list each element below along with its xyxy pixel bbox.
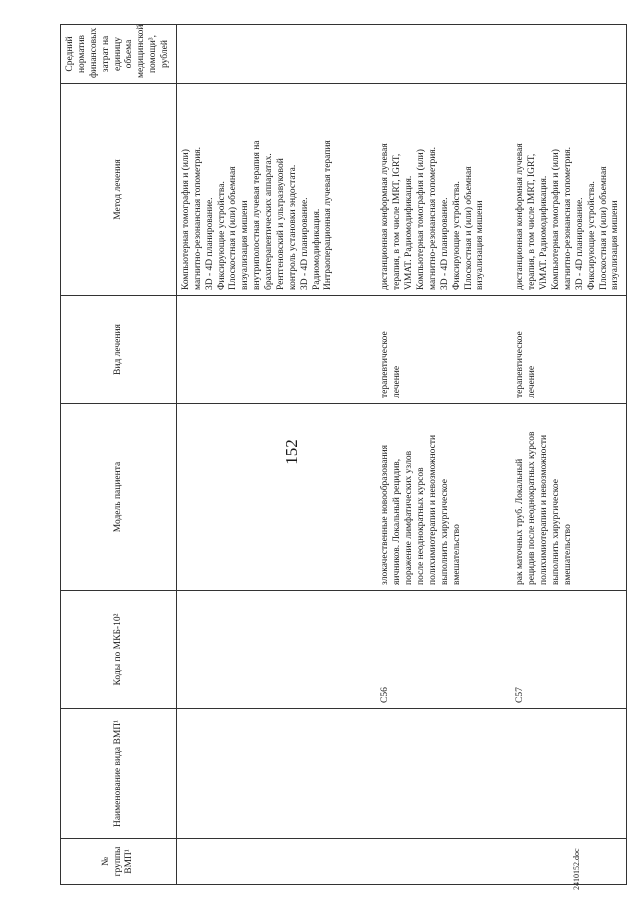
- cell-icd-code: [176, 591, 376, 709]
- cell-cost-norm: [376, 25, 511, 84]
- page-number: 152: [282, 439, 301, 465]
- cell-treatment-type: терапевтическое лечение: [376, 296, 511, 404]
- header-patient-model: Модель пациента: [61, 404, 177, 591]
- cell-treatment-type: терапевтическое лечение: [511, 296, 626, 404]
- header-group-number: № группы ВМП¹: [61, 839, 177, 885]
- cell-treatment-method: дистанционная конформная лучевая терапия, в том числе IMRT, IGRT, ViMAT. Радиомодификация. Компьютерная томография и (или) магнитно-резонансная топометрия. 3D - 4D планирование. Фиксирующие устройства. Плоскостная и (или) объемная визуализация мишени: [511, 84, 626, 296]
- table-row: [176, 25, 376, 885]
- rotated-table-sheet: [60, 24, 621, 885]
- header-cost-norm: Средний норматив финансовых затрат на единицу объема медицинской помощи³, рублей: [61, 25, 177, 84]
- header-icd-code: Коды по МКБ-10²: [61, 591, 177, 709]
- table-row: [511, 25, 626, 885]
- cell-treatment-type: [176, 296, 376, 404]
- table-header-row: [61, 25, 177, 885]
- cell-treatment-method: дистанционная конформная лучевая терапия, в том числе IMRT, IGRT, ViMAT. Радиомодификация. Компьютерная томография и (или) магнитно-резонансная топометрия. 3D - 4D планирование. Фиксирующие устройства. Плоскостная и (или) объемная визуализация мишени: [376, 84, 511, 296]
- cell-icd-code: C56: [376, 591, 511, 709]
- cell-group-number: [376, 839, 511, 885]
- cell-patient-model: [176, 404, 376, 591]
- cell-cost-norm: [511, 25, 626, 84]
- header-vmp-name: Наименование вида ВМП¹: [61, 709, 177, 839]
- cell-vmp-name: [511, 709, 626, 839]
- cell-treatment-method: Компьютерная томография и (или) магнитно-резонансная топометрия. 3D - 4D планирование. Фиксирующие устройства. Плоскостная и (или) объемная визуализация мишени внутриполостная лучевая терапия на брахитерапевтических аппаратах. Рентгеновский и ультразвуковой контроль установки эндостата. 3D - 4D планирование. Радиомодификация. Интраоперационная лучевая терапия: [176, 84, 376, 296]
- cell-patient-model: злокачественные новообразования яичников. Локальный рецидив, поражение лимфатических узлов после неоднократных курсов полихимиотерапии и невозможности выполнить хирургическое вмешательство: [376, 404, 511, 591]
- cell-group-number: [511, 839, 626, 885]
- header-treatment-type: Вид лечения: [61, 296, 177, 404]
- file-name: 2410152.doc: [572, 848, 581, 890]
- cell-icd-code: C57: [511, 591, 626, 709]
- table-row: [376, 25, 511, 885]
- cell-cost-norm: [176, 25, 376, 84]
- cell-group-number: [176, 839, 376, 885]
- cell-vmp-name: [376, 709, 511, 839]
- cell-patient-model: рак маточных труб. Локальный рецидив после неоднократных курсов полихимиотерапии и невозможности выполнить хирургическое вмешательство: [511, 404, 626, 591]
- header-treatment-method: Метод лечения: [61, 84, 177, 296]
- cell-vmp-name: [176, 709, 376, 839]
- treatment-table: [60, 24, 627, 885]
